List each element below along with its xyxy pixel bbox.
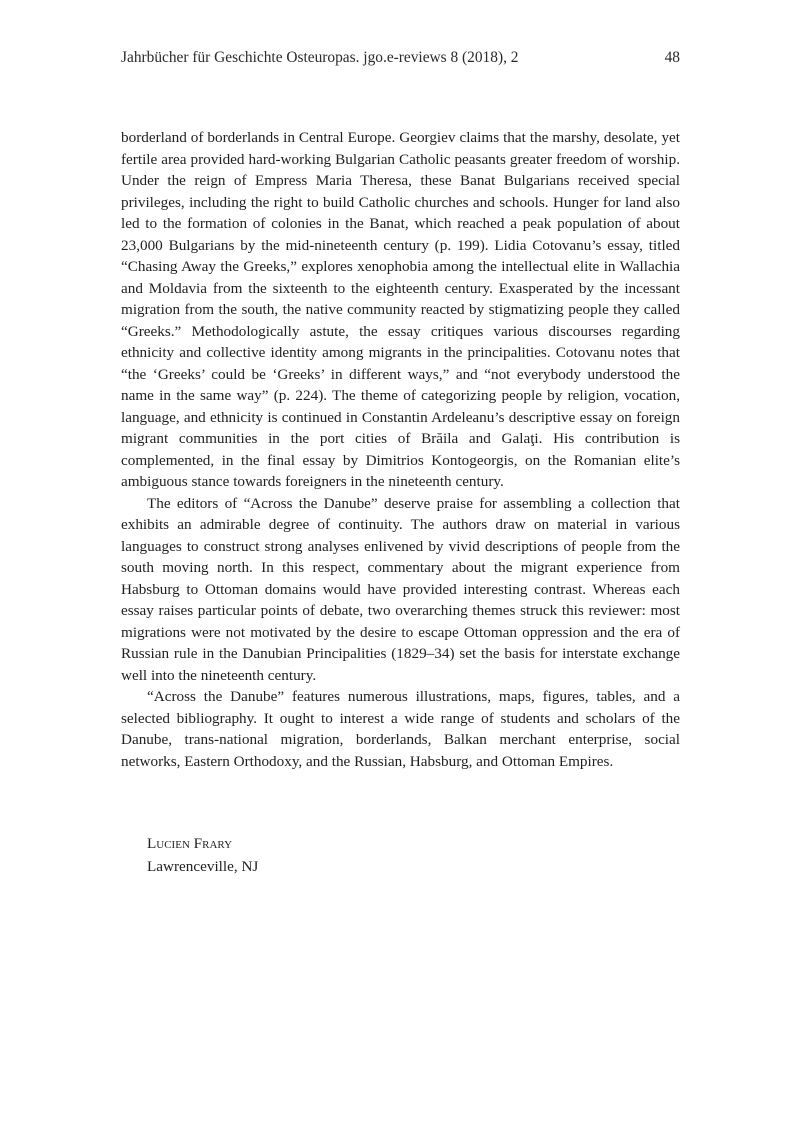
paragraph: “Across the Danube” features numerous illustrations, maps, figures, tables, and a selected bibliography. It ought to interest a wide range of students and scholars of the Danube, trans-national migration, borderlands, Balkan merchant enterprise, social networks, Eastern Orthodoxy, and the Russian, Habsburg, and Ottoman Empires. bbox=[121, 688, 680, 770]
running-header bbox=[121, 48, 680, 68]
paragraph: The editors of “Across the Danube” deserve praise for assembling a collection that exhibits an admirable degree of continuity. The authors draw on material in various languages to construct strong analyses enlivened by vivid descriptions of people from the south moving north. In this respect, commentary about the migrant experience from Habsburg to Ottoman domains would have provided interesting contrast. Whereas each essay raises particular points of debate, two overarching themes struck this reviewer: most migrations were not motivated by the desire to escape Ottoman oppression and the era of Russian rule in the Danubian Principalities (1829–34) set the basis for interstate exchange well into the nineteenth century. bbox=[121, 494, 680, 684]
journal-citation: Jahrbücher für Geschichte Osteuropas. jgo.e-reviews 8 (2018), 2 bbox=[121, 49, 519, 66]
reviewer-location: Lawrenceville, NJ bbox=[147, 858, 259, 875]
page-number: 48 bbox=[664, 49, 680, 66]
reviewer-signature bbox=[147, 832, 258, 878]
paragraph: borderland of borderlands in Central Europe. Georgiev claims that the marshy, desolate, yet fertile area provided hard-working Bulgarian Catholic peasants greater freedom of worship. Under the reign of Empress Maria Theresa, these Banat Bulgarians received special privileges, including the right to build Catholic churches and schools. Hunger for land also led to the formation of colonies in the Banat, which reached a peak population of about 23,000 Bulgarians by the mid-nineteenth century (p. 199). Lidia Cotovanu’s essay, titled “Chasing Away the Greeks,” explores xenophobia among the intellectual elite in Wallachia and Moldavia from the sixteenth to the eighteenth century. Exasperated by the incessant migration from the south, the native community reacted by stigmatizing people they called “Greeks.” Methodologically astute, the essay critiques various discourses regarding ethnicity and collective identity among migrants in the principalities. Cotovanu notes that “the ‘Greeks’ could be ‘Greeks’ in different ways,” and “not everybody understood the name in the same way” (p. 224). The theme of categorizing people by religion, vocation, language, and ethnicity is continued in Constantin Ardeleanu’s descriptive essay on foreign migrant communities in the port cities of Brăila and Galaţi. His contribution is complemented, in the final essay by Dimitrios Kontogeorgis, on the Romanian elite’s ambiguous stance towards foreigners in the nineteenth century. bbox=[121, 129, 680, 490]
reviewer-name: Lucien Frary bbox=[147, 835, 233, 852]
review-body bbox=[121, 127, 680, 772]
